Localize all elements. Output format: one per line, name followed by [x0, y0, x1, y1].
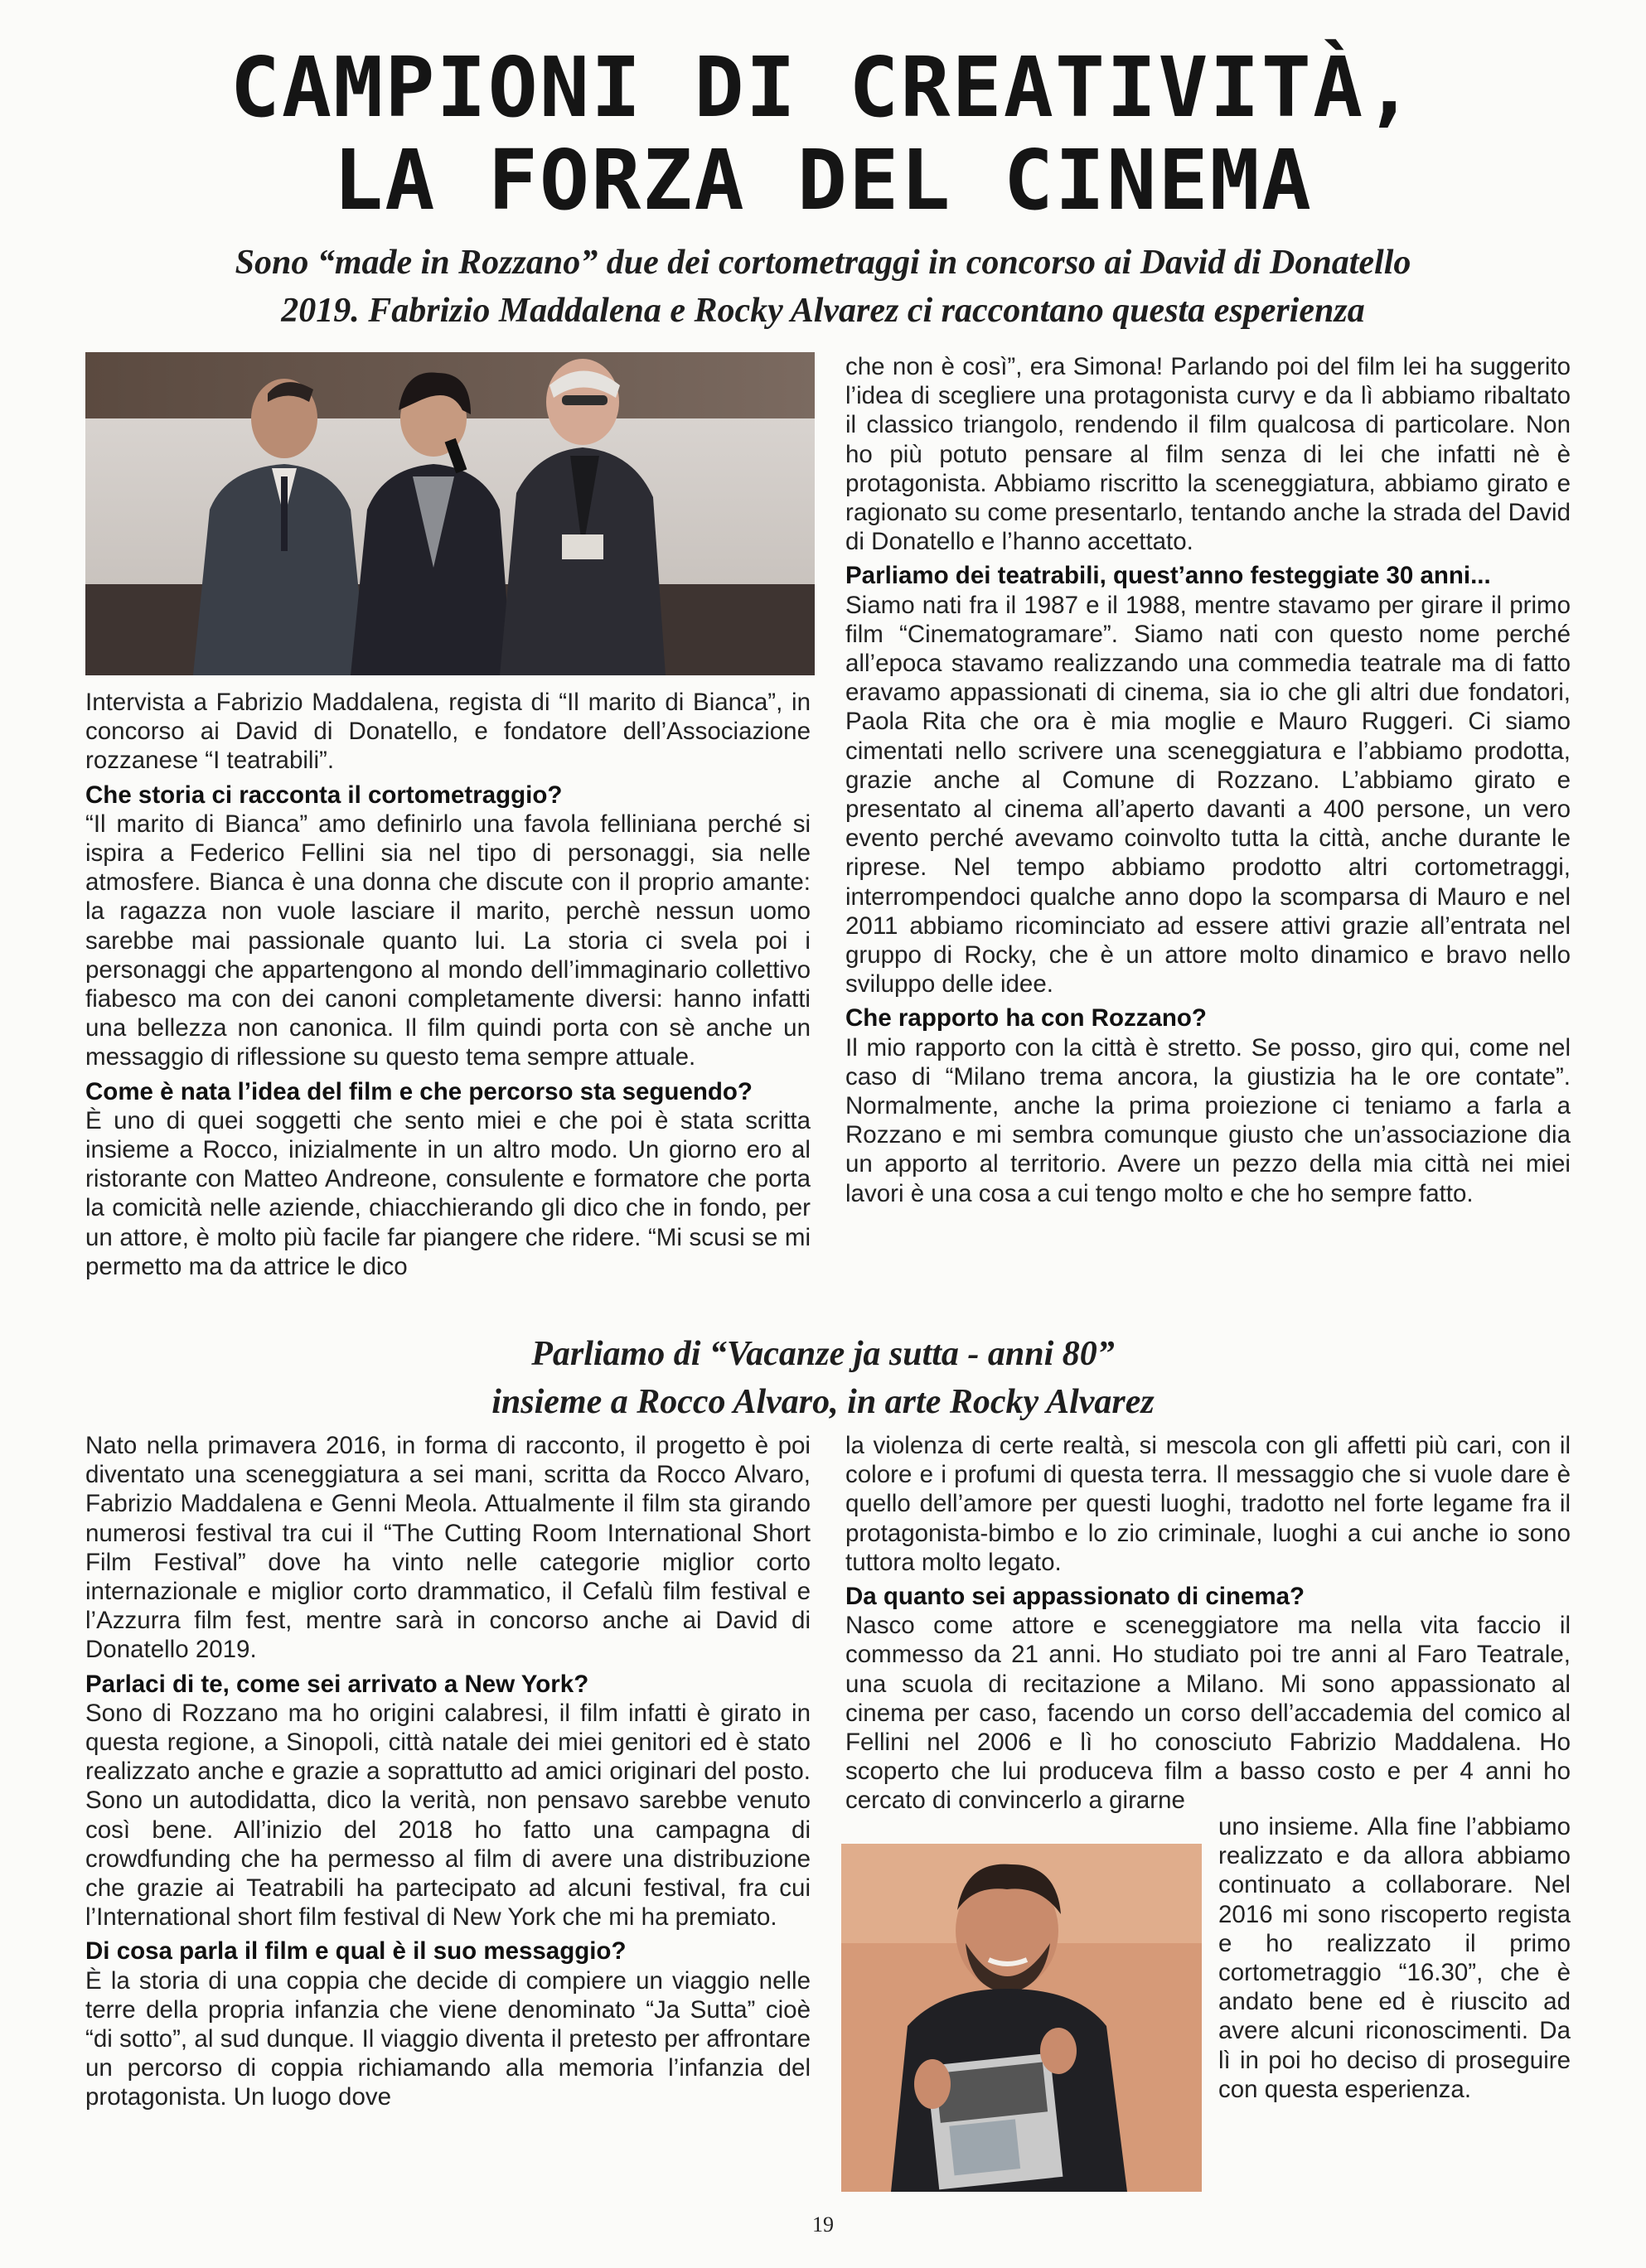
answer-paragraph: Il mio rapporto con la città è stretto. Se posso, giro qui, come nel caso di “Milano trema ancora, la giustizia ha le ore contate”. Normalmente, anche la prima proiezione ci teniamo a farla a Rozzano e mi sembra comunque giusto che un’associazione dia un apporto al territorio. Avere un pezzo della mia città nei miei lavori è una cosa a cui tengo molto e che ho sempre fatto. [845, 1033, 1571, 1207]
intro-paragraph: Nato nella primavera 2016, in forma di racconto, il progetto è poi diventato una sceneggiatura a sei mani, scritta da Rocco Alvaro, Fabrizio Maddalena e Genni Meola. Attualmente il film sta girando numerosi festival tra cui il “The Cutting Room International Short Film Festival” dove ha vinto nelle categorie miglior corto internazionale e miglior corto drammatico, il Cefalù film festival e l’Azzurra film fest, mentre sarà in concorso anche ai David di Donatello 2019. [85, 1432, 811, 1664]
answer-paragraph: la violenza di certe realtà, si mescola con gli affetti più cari, con il colore e i profumi di questa terra. Il messaggio che si vuole dare è quello dell’amore per questi luoghi, tradotto nel forte legame fra il protagonista-bimbo e lo zio criminale, luoghi a cui anche io sono tuttora molto legato. [845, 1432, 1571, 1576]
answer-paragraph: È la storia di una coppia che decide di compiere un viaggio nelle terre della propria infanzia che viene denominato “Ja Sutta” cioè “di sotto”, al sud dunque. Il viaggio diventa il pretesto per affrontare un percorso di coppia richiamando alla memoria l’infanzia del protagonista. Un luogo dove [85, 1966, 811, 2111]
column-left-bottom [85, 1431, 811, 2112]
photo-rocky-alvarez [841, 1844, 1202, 2192]
answer-paragraph: Nasco come attore e sceneggiatore ma nella vita faccio il commesso da 21 anni. Ho studiato poi tre anni al Faro Teatrale, una scuola di recitazione a Milano. Mi sono appassionato al cinema per caso, facendo un corso dell’accademia del comico al Fellini nel 2006 e lì ho conosciuto Fabrizio Maddalena. Ho scoperto che lui produceva film a basso costo e per 4 anni ho cercato di convincerlo a girarne [845, 1612, 1571, 1815]
title-line-1: CAMPIONI DI CREATIVITÀ, [230, 39, 1416, 136]
subtitle-line-1: Sono “made in Rozzano” due dei cortometraggi in concorso ai David di Donatello [235, 244, 1411, 282]
column-left-top [85, 688, 811, 1281]
column-right-top [845, 352, 1571, 1208]
answer-paragraph: È uno di quei soggetti che sento miei e che poi è stata scritta insieme a Rocco, inizialmente in un altro modo. Un giorno ero al ristorante con Matteo Andreone, consulente e formatore che porta la comicità nelle aziende, chiacchierando gli dico che in fondo, per un attore, è molto più facile far piangere che ridere. “Mi scusi se mi permetto ma da attrice le dico [85, 1106, 811, 1280]
answer-paragraph: “Il marito di Bianca” amo definirlo una favola felliniana perché si ispira a Federico Fellini sia nel tipo di personaggi, sia nelle atmosfere. Bianca è una donna che discute con il proprio amante: la ragazza non vuole lasciare il marito, perchè nessun uomo sarebbe mai passionale quanto lui. La storia ci svela poi i personaggi che appartengono al mondo dell’immaginario collettivo fiabesco ma con dei canoni completamente diversi: hanno infatti una bellezza non canonica. Il film quindi porta con sè anche un messaggio di riflessione su questo tema sempre attuale. [85, 810, 811, 1071]
answer-paragraph: Sono di Rozzano ma ho origini calabresi, il film infatti è girato in questa regione, a Sinopoli, città natale dei miei genitori ed è stato realizzato anche e grazie a soprattutto ad amici originari del posto. Sono un autodidatta, dico la verità, non pensavo sarebbe venuto così bene. All’inizio del 2018 ho fatto una campagna di crowdfunding che ha permesso al film di avere una distribuzione che grazie ai Teatrabili ha partecipato ad alcuni festival, fra cui l’International short film festival di New York che mi ha premiato. [85, 1699, 811, 1932]
page-number: 19 [812, 2212, 834, 2237]
intro-paragraph: Intervista a Fabrizio Maddalena, regista di “Il marito di Bianca”, in concorso ai David di Donatello, e fondatore dell’Associazione rozzanese “I teatrabili”. [85, 689, 811, 775]
question-heading: Che storia ci racconta il cortometraggio? [85, 781, 563, 809]
question-heading: Parlaci di te, come sei arrivato a New York? [85, 1670, 589, 1698]
column-right-bottom [845, 1431, 1571, 1816]
photo-interview-stage [85, 352, 815, 675]
question-heading: Di cosa parla il film e qual è il suo messaggio? [85, 1937, 627, 1966]
question-heading: Parliamo dei teatrabili, quest’anno festeggiate 30 anni... [845, 562, 1491, 590]
question-heading: Che rapporto ha con Rozzano? [845, 1004, 1207, 1032]
column-right-side [1218, 1812, 1571, 2104]
section-heading-interview-2 [66, 1330, 1580, 1426]
section-heading-line-1: Parliamo di “Vacanze ja sutta - anni 80” [531, 1335, 1115, 1373]
subtitle-line-2: 2019. Fabrizio Maddalena e Rocky Alvarez ci raccontano questa esperienza [281, 292, 1365, 330]
section-heading-line-2: insieme a Rocco Alvaro, in arte Rocky Alvarez [491, 1383, 1155, 1421]
article-subtitle [66, 239, 1580, 335]
answer-paragraph: Siamo nati fra il 1987 e il 1988, mentre stavamo per girare il primo film “Cinematogramare”. Siamo nati con questo nome perché all’epoca stavamo realizzando una commedia teatrale ma di fatto eravamo appassionati di cinema, sia io che gli altri due fondatori, Paola Rita che ora è mia moglie e Mauro Ruggeri. Ci siamo cimentati nello scrivere una sceneggiatura e l’abbiamo prodotta, grazie anche al Comune di Rozzano. L’abbiamo girato e presentato al cinema all’aperto davanti a 400 persone, un vero evento perché avevamo coinvolto tutta la città, anche durante le riprese. Nel tempo abbiamo prodotto altri cortometraggi, interrompendoci qualche anno dopo la scomparsa di Mauro e nel 2011 abbiamo ricominciato ad essere attivi grazie all’entrata nel gruppo di Rocky, che è un attore molto dinamico e bravo nello sviluppo delle idee. [845, 591, 1571, 999]
answer-paragraph: che non è così”, era Simona! Parlando poi del film lei ha suggerito l’idea di scegliere una protagonista curvy e da lì abbiamo ribaltato il classico triangolo, rendendo il film qualcosa di particolare. Non ho più potuto pensare al film senza di lei che infatti nè è protagonista. Abbiamo riscritto la sceneggiatura, abbiamo girato e ragionato su come presentarlo, tentando anche la strada del David di Donatello e l’hanno accettato. [845, 353, 1571, 556]
answer-paragraph: uno insieme. Alla fine l’abbiamo realizzato e da allora abbiamo continuato a collaborare. Nel 2016 mi sono riscoperto regista e ho realizzato il primo cortometraggio “16.30”, che è andato bene ed è riuscito ad avere alcuni riconoscimenti. Da lì in poi ho deciso di proseguire con questa esperienza. [1218, 1813, 1571, 2103]
title-line-2: LA FORZA DEL CINEMA [333, 132, 1313, 229]
question-heading: Come è nata l’idea del film e che percorso sta seguendo? [85, 1077, 753, 1105]
question-heading: Da quanto sei appassionato di cinema? [845, 1583, 1305, 1611]
article-title [0, 41, 1646, 227]
